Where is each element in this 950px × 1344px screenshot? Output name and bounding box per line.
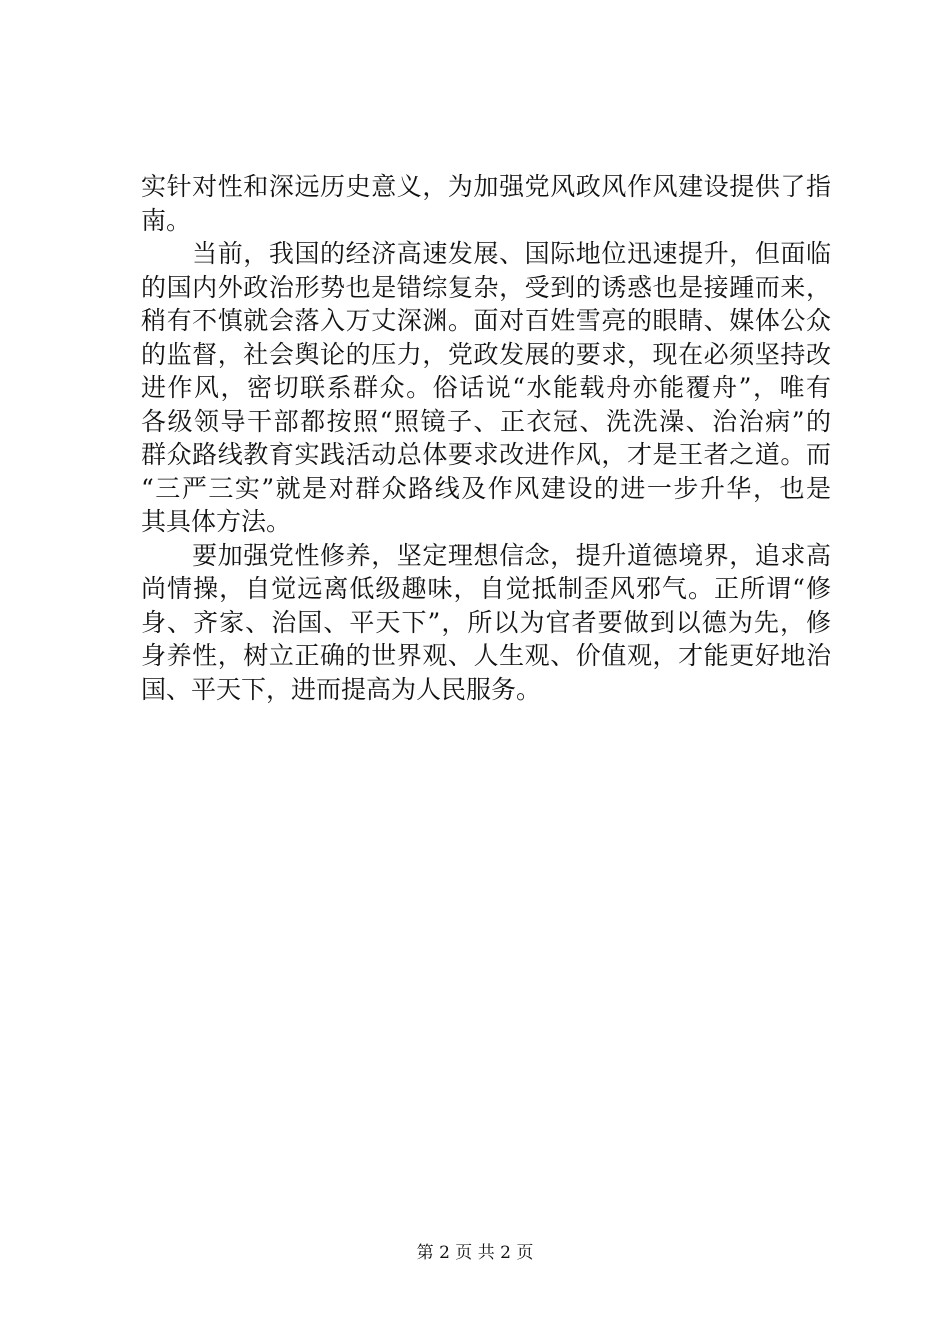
text-line: 进作风，密切联系群众。俗话说“水能载舟亦能覆舟”，唯有 [141, 373, 831, 402]
text-line: “三严三实”就是对群众路线及作风建设的进一步升华，也是 [141, 473, 831, 503]
text-line: 身养性，树立正确的世界观、人生观、价值观，才能更好地治 [141, 641, 831, 670]
text-line: 的监督，社会舆论的压力，党政发展的要求，现在必须坚持改 [141, 339, 831, 369]
text-line: 其具体方法。 [141, 507, 292, 536]
text-line: 的国内外政治形势也是错综复杂，受到的诱惑也是接踵而来， [141, 272, 831, 302]
text-line: 稍有不慎就会落入万丈深渊。面对百姓雪亮的眼睛、媒体公众 [141, 306, 831, 335]
text-line: 尚情操，自觉远离低级趣味，自觉抵制歪风邪气。正所谓“修 [141, 574, 831, 603]
text-line: 各级领导干部都按照“照镜子、正衣冠、洗洗澡、治治病”的 [141, 406, 831, 436]
page-footer: 第 2 页 共 2 页 [416, 1243, 534, 1263]
text-line: 身、齐家、治国、平天下”，所以为官者要做到以德为先，修 [141, 607, 831, 637]
text-line: 国、平天下，进而提高为人民服务。 [141, 674, 542, 704]
text-line: 当前，我国的经济高速发展、国际地位迅速提升，但面临 [141, 239, 831, 268]
document-body [141, 170, 831, 706]
text-line: 群众路线教育实践活动总体要求改进作风，才是王者之道。而 [141, 440, 831, 469]
text-line: 南。 [141, 205, 192, 235]
text-line: 要加强党性修养，坚定理想信念，提升道德境界，追求高 [141, 540, 831, 570]
text-line: 实针对性和深远历史意义，为加强党风政风作风建设提供了指 [141, 172, 831, 201]
